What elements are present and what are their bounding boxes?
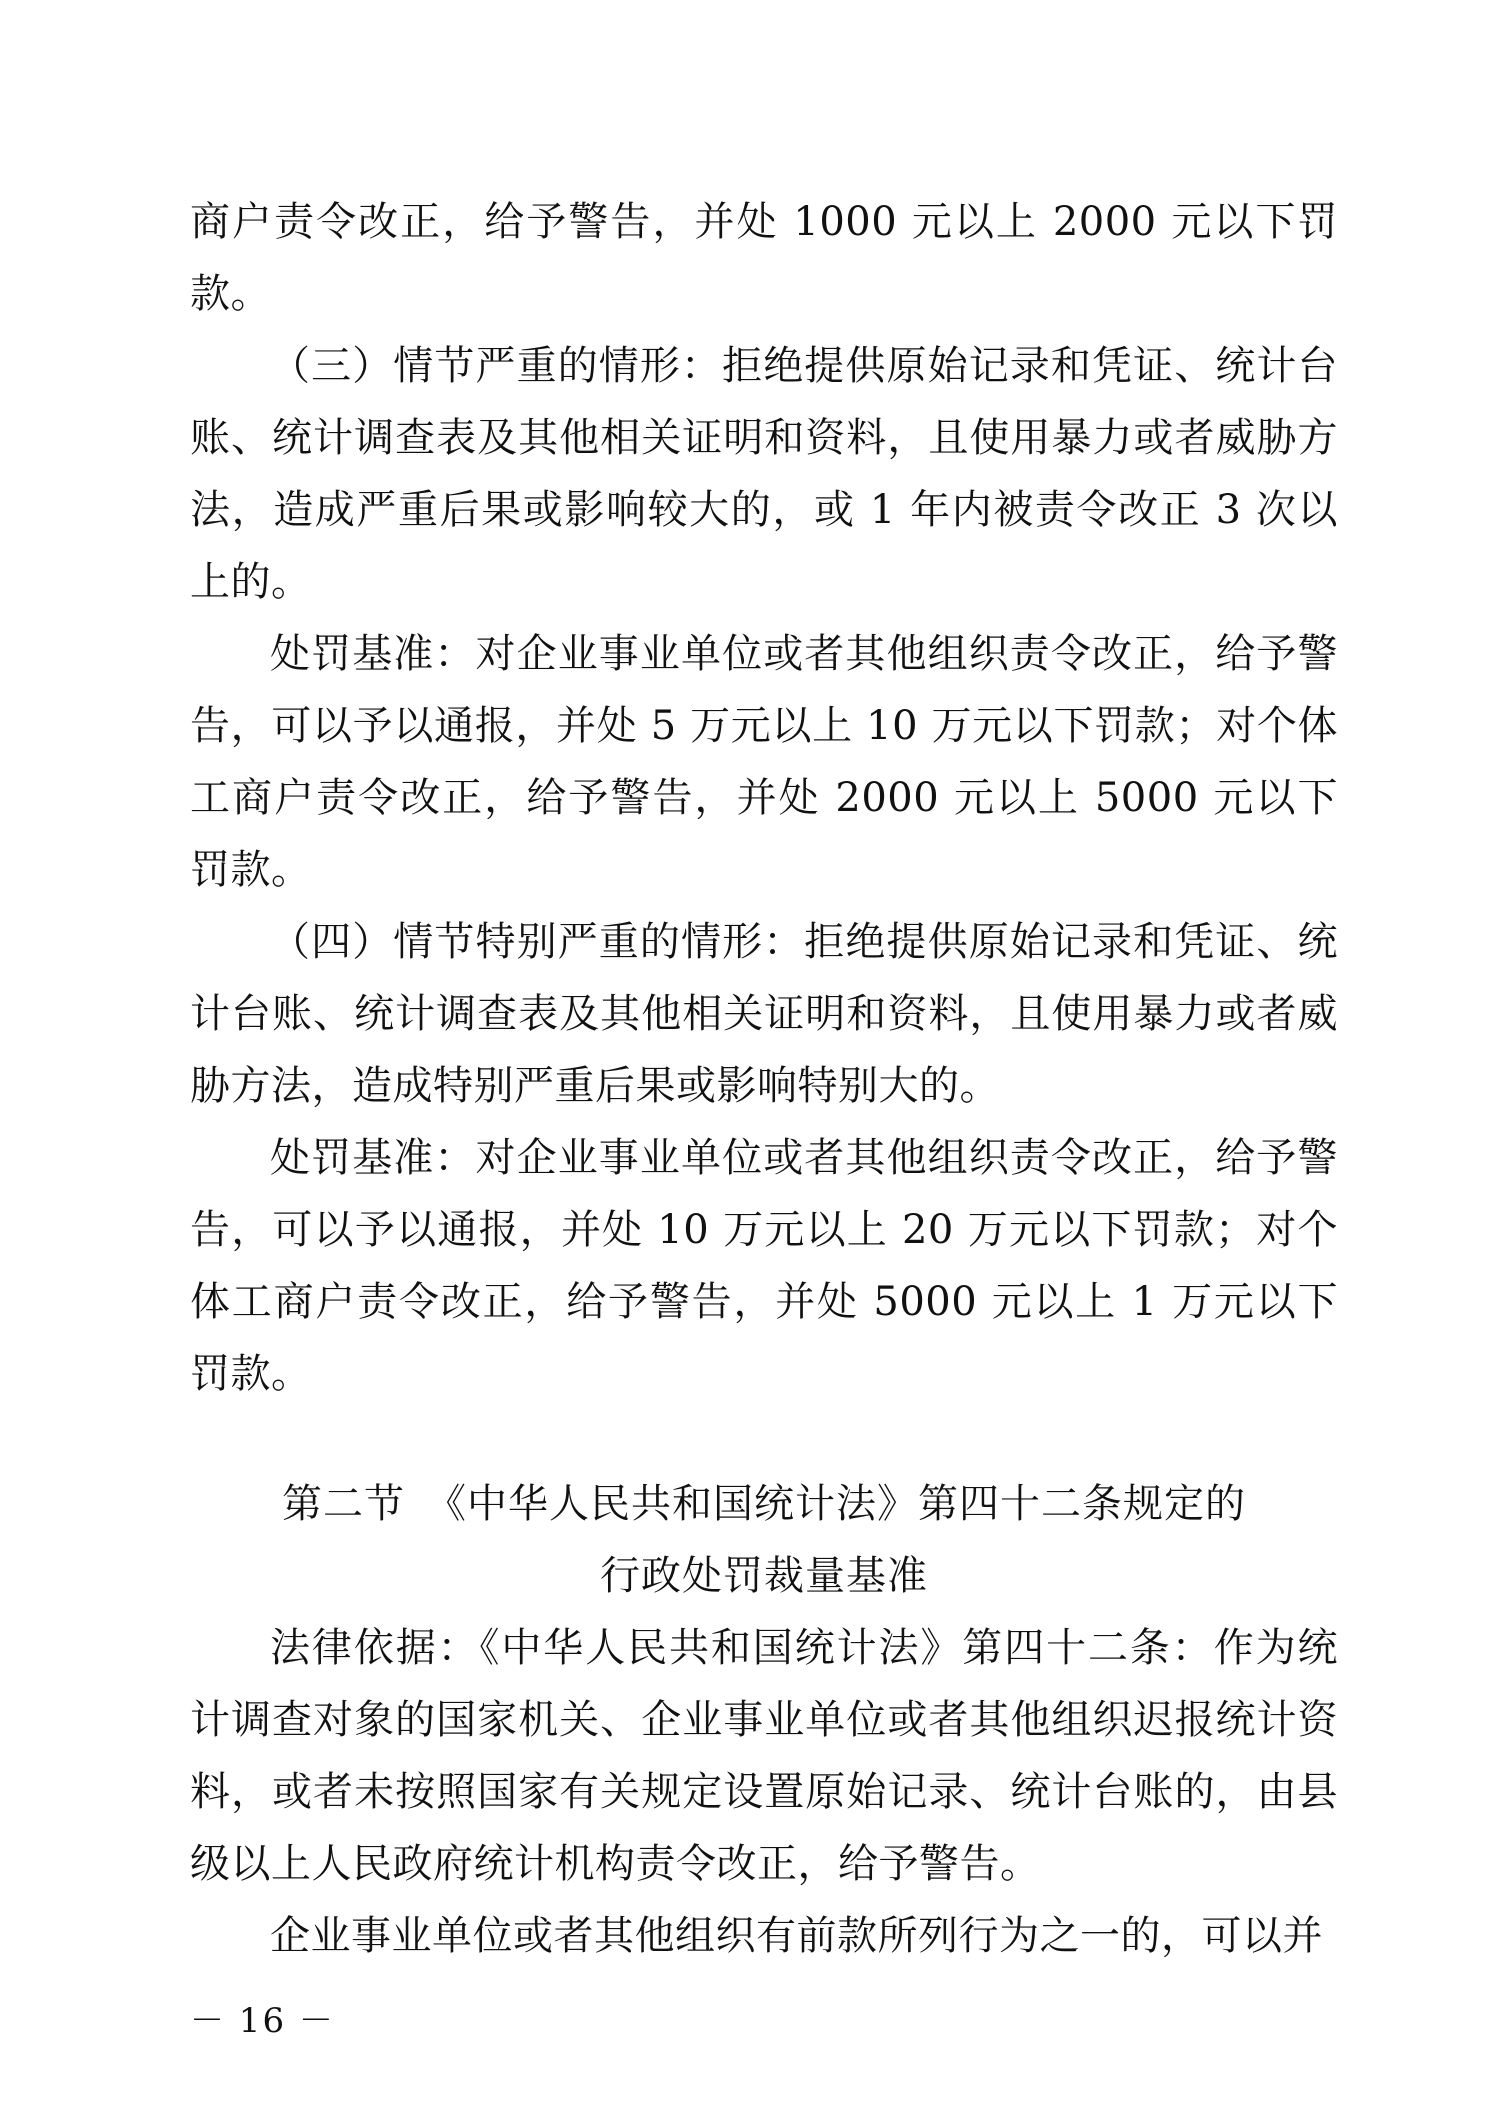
document-body [190,186,1338,1972]
paragraph-standard-three: 处罚基准：对企业事业单位或者其他组织责令改正，给予警告，可以予以通报，并处 5 万元以上 10 万元以下罚款；对个体工商户责令改正，给予警告，并处 2000 元以上 5000 元以下罚款。 [190,631,1338,893]
heading-spacer [190,1410,1338,1468]
paragraph-item-three: （三）情节严重的情形：拒绝提供原始记录和凭证、统计台账、统计调查表及其他相关证明和资料，且使用暴力或者威胁方法，造成严重后果或影响较大的，或 1 年内被责令改正 3 次以上的。 [190,343,1338,605]
page-number: － 16 － [190,2001,335,2041]
section-heading-line-1: 第二节 《中华人民共和国统计法》第四十二条规定的 [282,1481,1246,1527]
paragraph-enterprise: 企业事业单位或者其他组织有前款所列行为之一的，可以并 [270,1913,1323,1959]
paragraph-continued: 商户责令改正，给予警告，并处 1000 元以上 2000 元以下罚款。 [190,199,1338,317]
paragraph-item-four: （四）情节特别严重的情形：拒绝提供原始记录和凭证、统计台账、统计调查表及其他相关证明和资料，且使用暴力或者威胁方法，造成特别严重后果或影响特别大的。 [190,919,1338,1109]
paragraph-standard-four: 处罚基准：对企业事业单位或者其他组织责令改正，给予警告，可以予以通报，并处 10 万元以上 20 万元以下罚款；对个体工商户责令改正，给予警告，并处 5000 元以上 1 万元以下罚款。 [190,1135,1338,1397]
paragraph-legal-basis: 法律依据：《中华人民共和国统计法》第四十二条：作为统计调查对象的国家机关、企业事业单位或者其他组织迟报统计资料，或者未按照国家有关规定设置原始记录、统计台账的，由县级以上人民政府统计机构责令改正，给予警告。 [190,1625,1338,1887]
section-heading-line-2: 行政处罚裁量基准 [600,1553,928,1599]
section-heading [190,1468,1338,1612]
